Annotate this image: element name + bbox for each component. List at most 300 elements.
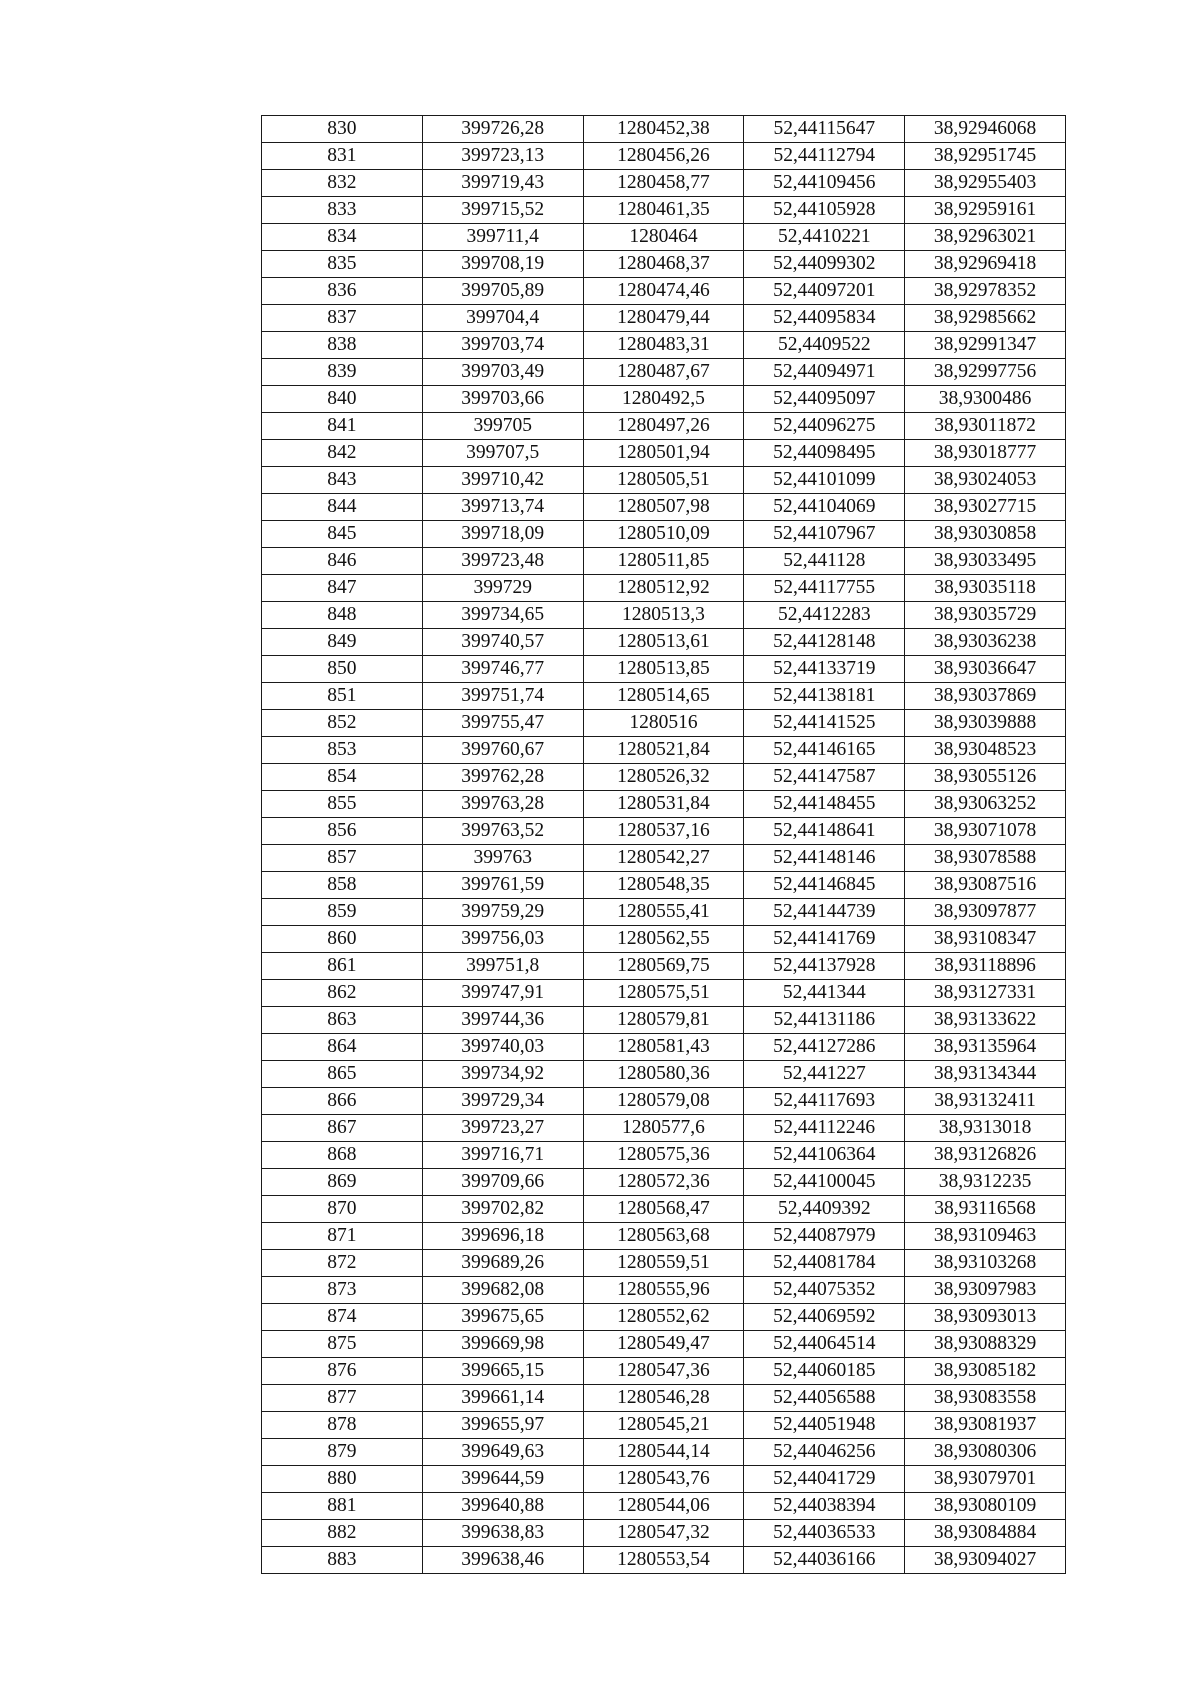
point-number-cell: 867 <box>262 1115 423 1142</box>
latitude-cell: 52,44144739 <box>744 899 905 926</box>
x-coordinate-cell: 399649,63 <box>422 1439 583 1466</box>
latitude-cell: 52,44099302 <box>744 251 905 278</box>
point-number-cell: 830 <box>262 116 423 143</box>
table-row <box>262 116 1066 143</box>
y-coordinate-cell: 1280514,65 <box>583 683 744 710</box>
y-coordinate-cell: 1280581,43 <box>583 1034 744 1061</box>
longitude-cell: 38,93097877 <box>905 899 1066 926</box>
table-row <box>262 1358 1066 1385</box>
longitude-cell: 38,92963021 <box>905 224 1066 251</box>
table-row <box>262 1331 1066 1358</box>
table-row <box>262 683 1066 710</box>
x-coordinate-cell: 399729,34 <box>422 1088 583 1115</box>
y-coordinate-cell: 1280501,94 <box>583 440 744 467</box>
table-row <box>262 170 1066 197</box>
latitude-cell: 52,44107967 <box>744 521 905 548</box>
table-row <box>262 575 1066 602</box>
x-coordinate-cell: 399759,29 <box>422 899 583 926</box>
table-row <box>262 197 1066 224</box>
y-coordinate-cell: 1280547,32 <box>583 1520 744 1547</box>
x-coordinate-cell: 399723,27 <box>422 1115 583 1142</box>
point-number-cell: 851 <box>262 683 423 710</box>
table-row <box>262 440 1066 467</box>
x-coordinate-cell: 399638,83 <box>422 1520 583 1547</box>
point-number-cell: 864 <box>262 1034 423 1061</box>
longitude-cell: 38,93093013 <box>905 1304 1066 1331</box>
y-coordinate-cell: 1280479,44 <box>583 305 744 332</box>
latitude-cell: 52,4409392 <box>744 1196 905 1223</box>
longitude-cell: 38,93103268 <box>905 1250 1066 1277</box>
longitude-cell: 38,92955403 <box>905 170 1066 197</box>
longitude-cell: 38,93063252 <box>905 791 1066 818</box>
point-number-cell: 835 <box>262 251 423 278</box>
y-coordinate-cell: 1280521,84 <box>583 737 744 764</box>
point-number-cell: 843 <box>262 467 423 494</box>
y-coordinate-cell: 1280513,3 <box>583 602 744 629</box>
latitude-cell: 52,44095834 <box>744 305 905 332</box>
y-coordinate-cell: 1280562,55 <box>583 926 744 953</box>
table-row <box>262 602 1066 629</box>
longitude-cell: 38,92969418 <box>905 251 1066 278</box>
table-row <box>262 1034 1066 1061</box>
x-coordinate-cell: 399702,82 <box>422 1196 583 1223</box>
point-number-cell: 868 <box>262 1142 423 1169</box>
x-coordinate-cell: 399655,97 <box>422 1412 583 1439</box>
x-coordinate-cell: 399740,57 <box>422 629 583 656</box>
point-number-cell: 849 <box>262 629 423 656</box>
x-coordinate-cell: 399703,74 <box>422 332 583 359</box>
longitude-cell: 38,93035729 <box>905 602 1066 629</box>
y-coordinate-cell: 1280579,81 <box>583 1007 744 1034</box>
point-number-cell: 833 <box>262 197 423 224</box>
longitude-cell: 38,93039888 <box>905 710 1066 737</box>
point-number-cell: 866 <box>262 1088 423 1115</box>
table-row <box>262 1520 1066 1547</box>
point-number-cell: 863 <box>262 1007 423 1034</box>
x-coordinate-cell: 399713,74 <box>422 494 583 521</box>
x-coordinate-cell: 399707,5 <box>422 440 583 467</box>
y-coordinate-cell: 1280452,38 <box>583 116 744 143</box>
x-coordinate-cell: 399723,48 <box>422 548 583 575</box>
y-coordinate-cell: 1280512,92 <box>583 575 744 602</box>
table-row <box>262 1547 1066 1574</box>
longitude-cell: 38,93134344 <box>905 1061 1066 1088</box>
x-coordinate-cell: 399705,89 <box>422 278 583 305</box>
table-row <box>262 413 1066 440</box>
y-coordinate-cell: 1280516 <box>583 710 744 737</box>
x-coordinate-cell: 399746,77 <box>422 656 583 683</box>
table-row <box>262 656 1066 683</box>
longitude-cell: 38,93083558 <box>905 1385 1066 1412</box>
x-coordinate-cell: 399710,42 <box>422 467 583 494</box>
x-coordinate-cell: 399640,88 <box>422 1493 583 1520</box>
y-coordinate-cell: 1280544,14 <box>583 1439 744 1466</box>
x-coordinate-cell: 399763 <box>422 845 583 872</box>
x-coordinate-cell: 399760,67 <box>422 737 583 764</box>
y-coordinate-cell: 1280547,36 <box>583 1358 744 1385</box>
y-coordinate-cell: 1280546,28 <box>583 1385 744 1412</box>
y-coordinate-cell: 1280531,84 <box>583 791 744 818</box>
point-number-cell: 857 <box>262 845 423 872</box>
table-row <box>262 143 1066 170</box>
longitude-cell: 38,93027715 <box>905 494 1066 521</box>
point-number-cell: 870 <box>262 1196 423 1223</box>
latitude-cell: 52,44097201 <box>744 278 905 305</box>
x-coordinate-cell: 399734,65 <box>422 602 583 629</box>
point-number-cell: 848 <box>262 602 423 629</box>
point-number-cell: 836 <box>262 278 423 305</box>
x-coordinate-cell: 399719,43 <box>422 170 583 197</box>
table-row <box>262 1304 1066 1331</box>
y-coordinate-cell: 1280456,26 <box>583 143 744 170</box>
longitude-cell: 38,93087516 <box>905 872 1066 899</box>
point-number-cell: 876 <box>262 1358 423 1385</box>
latitude-cell: 52,44127286 <box>744 1034 905 1061</box>
latitude-cell: 52,44148146 <box>744 845 905 872</box>
point-number-cell: 841 <box>262 413 423 440</box>
latitude-cell: 52,44112794 <box>744 143 905 170</box>
table-row <box>262 1277 1066 1304</box>
table-row <box>262 251 1066 278</box>
latitude-cell: 52,44133719 <box>744 656 905 683</box>
latitude-cell: 52,44041729 <box>744 1466 905 1493</box>
point-number-cell: 879 <box>262 1439 423 1466</box>
table-row <box>262 1439 1066 1466</box>
longitude-cell: 38,93132411 <box>905 1088 1066 1115</box>
latitude-cell: 52,44104069 <box>744 494 905 521</box>
longitude-cell: 38,92959161 <box>905 197 1066 224</box>
point-number-cell: 881 <box>262 1493 423 1520</box>
latitude-cell: 52,44146165 <box>744 737 905 764</box>
x-coordinate-cell: 399703,49 <box>422 359 583 386</box>
y-coordinate-cell: 1280579,08 <box>583 1088 744 1115</box>
point-number-cell: 859 <box>262 899 423 926</box>
latitude-cell: 52,44131186 <box>744 1007 905 1034</box>
y-coordinate-cell: 1280555,96 <box>583 1277 744 1304</box>
x-coordinate-cell: 399763,52 <box>422 818 583 845</box>
table-row <box>262 1196 1066 1223</box>
table-row <box>262 386 1066 413</box>
point-number-cell: 855 <box>262 791 423 818</box>
latitude-cell: 52,44141769 <box>744 926 905 953</box>
latitude-cell: 52,44109456 <box>744 170 905 197</box>
table-row <box>262 818 1066 845</box>
y-coordinate-cell: 1280549,47 <box>583 1331 744 1358</box>
y-coordinate-cell: 1280569,75 <box>583 953 744 980</box>
latitude-cell: 52,44056588 <box>744 1385 905 1412</box>
longitude-cell: 38,93018777 <box>905 440 1066 467</box>
x-coordinate-cell: 399661,14 <box>422 1385 583 1412</box>
y-coordinate-cell: 1280572,36 <box>583 1169 744 1196</box>
point-number-cell: 873 <box>262 1277 423 1304</box>
latitude-cell: 52,441227 <box>744 1061 905 1088</box>
table-row <box>262 548 1066 575</box>
x-coordinate-cell: 399751,74 <box>422 683 583 710</box>
y-coordinate-cell: 1280563,68 <box>583 1223 744 1250</box>
longitude-cell: 38,93055126 <box>905 764 1066 791</box>
x-coordinate-cell: 399747,91 <box>422 980 583 1007</box>
x-coordinate-cell: 399708,19 <box>422 251 583 278</box>
y-coordinate-cell: 1280580,36 <box>583 1061 744 1088</box>
latitude-cell: 52,44101099 <box>744 467 905 494</box>
latitude-cell: 52,44036166 <box>744 1547 905 1574</box>
longitude-cell: 38,93084884 <box>905 1520 1066 1547</box>
x-coordinate-cell: 399756,03 <box>422 926 583 953</box>
x-coordinate-cell: 399703,66 <box>422 386 583 413</box>
longitude-cell: 38,92946068 <box>905 116 1066 143</box>
point-number-cell: 861 <box>262 953 423 980</box>
table-row <box>262 521 1066 548</box>
longitude-cell: 38,93079701 <box>905 1466 1066 1493</box>
table-row <box>262 1412 1066 1439</box>
table-row <box>262 899 1066 926</box>
longitude-cell: 38,93109463 <box>905 1223 1066 1250</box>
x-coordinate-cell: 399644,59 <box>422 1466 583 1493</box>
table-row <box>262 1142 1066 1169</box>
point-number-cell: 838 <box>262 332 423 359</box>
latitude-cell: 52,44087979 <box>744 1223 905 1250</box>
longitude-cell: 38,93036647 <box>905 656 1066 683</box>
table-row <box>262 1088 1066 1115</box>
y-coordinate-cell: 1280492,5 <box>583 386 744 413</box>
table-row <box>262 629 1066 656</box>
longitude-cell: 38,93071078 <box>905 818 1066 845</box>
y-coordinate-cell: 1280461,35 <box>583 197 744 224</box>
coordinates-table <box>261 115 1066 1574</box>
x-coordinate-cell: 399675,65 <box>422 1304 583 1331</box>
table-row <box>262 1169 1066 1196</box>
point-number-cell: 877 <box>262 1385 423 1412</box>
latitude-cell: 52,44069592 <box>744 1304 905 1331</box>
x-coordinate-cell: 399689,26 <box>422 1250 583 1277</box>
point-number-cell: 839 <box>262 359 423 386</box>
longitude-cell: 38,93024053 <box>905 467 1066 494</box>
latitude-cell: 52,44146845 <box>744 872 905 899</box>
latitude-cell: 52,44137928 <box>744 953 905 980</box>
point-number-cell: 883 <box>262 1547 423 1574</box>
point-number-cell: 840 <box>262 386 423 413</box>
point-number-cell: 882 <box>262 1520 423 1547</box>
point-number-cell: 872 <box>262 1250 423 1277</box>
table-row <box>262 926 1066 953</box>
table-row <box>262 224 1066 251</box>
x-coordinate-cell: 399755,47 <box>422 710 583 737</box>
y-coordinate-cell: 1280464 <box>583 224 744 251</box>
table-row <box>262 980 1066 1007</box>
y-coordinate-cell: 1280526,32 <box>583 764 744 791</box>
latitude-cell: 52,44098495 <box>744 440 905 467</box>
longitude-cell: 38,92985662 <box>905 305 1066 332</box>
point-number-cell: 874 <box>262 1304 423 1331</box>
table-row <box>262 278 1066 305</box>
longitude-cell: 38,93133622 <box>905 1007 1066 1034</box>
y-coordinate-cell: 1280575,36 <box>583 1142 744 1169</box>
point-number-cell: 847 <box>262 575 423 602</box>
y-coordinate-cell: 1280555,41 <box>583 899 744 926</box>
latitude-cell: 52,44128148 <box>744 629 905 656</box>
longitude-cell: 38,93035118 <box>905 575 1066 602</box>
latitude-cell: 52,44094971 <box>744 359 905 386</box>
longitude-cell: 38,93030858 <box>905 521 1066 548</box>
x-coordinate-cell: 399696,18 <box>422 1223 583 1250</box>
longitude-cell: 38,92951745 <box>905 143 1066 170</box>
longitude-cell: 38,9312235 <box>905 1169 1066 1196</box>
x-coordinate-cell: 399751,8 <box>422 953 583 980</box>
longitude-cell: 38,9300486 <box>905 386 1066 413</box>
y-coordinate-cell: 1280505,51 <box>583 467 744 494</box>
longitude-cell: 38,93011872 <box>905 413 1066 440</box>
table-row <box>262 1007 1066 1034</box>
latitude-cell: 52,44115647 <box>744 116 905 143</box>
table-row <box>262 332 1066 359</box>
longitude-cell: 38,93081937 <box>905 1412 1066 1439</box>
latitude-cell: 52,44075352 <box>744 1277 905 1304</box>
x-coordinate-cell: 399715,52 <box>422 197 583 224</box>
point-number-cell: 842 <box>262 440 423 467</box>
latitude-cell: 52,44064514 <box>744 1331 905 1358</box>
y-coordinate-cell: 1280553,54 <box>583 1547 744 1574</box>
latitude-cell: 52,44051948 <box>744 1412 905 1439</box>
x-coordinate-cell: 399761,59 <box>422 872 583 899</box>
y-coordinate-cell: 1280543,76 <box>583 1466 744 1493</box>
table-row <box>262 791 1066 818</box>
longitude-cell: 38,93078588 <box>905 845 1066 872</box>
point-number-cell: 858 <box>262 872 423 899</box>
longitude-cell: 38,93116568 <box>905 1196 1066 1223</box>
point-number-cell: 834 <box>262 224 423 251</box>
y-coordinate-cell: 1280559,51 <box>583 1250 744 1277</box>
longitude-cell: 38,93127331 <box>905 980 1066 1007</box>
longitude-cell: 38,92978352 <box>905 278 1066 305</box>
y-coordinate-cell: 1280575,51 <box>583 980 744 1007</box>
table-row <box>262 1493 1066 1520</box>
latitude-cell: 52,44147587 <box>744 764 905 791</box>
x-coordinate-cell: 399711,4 <box>422 224 583 251</box>
latitude-cell: 52,44060185 <box>744 1358 905 1385</box>
table-row <box>262 872 1066 899</box>
point-number-cell: 856 <box>262 818 423 845</box>
x-coordinate-cell: 399669,98 <box>422 1331 583 1358</box>
longitude-cell: 38,93033495 <box>905 548 1066 575</box>
longitude-cell: 38,92997756 <box>905 359 1066 386</box>
table-row <box>262 737 1066 764</box>
y-coordinate-cell: 1280510,09 <box>583 521 744 548</box>
point-number-cell: 862 <box>262 980 423 1007</box>
latitude-cell: 52,44112246 <box>744 1115 905 1142</box>
longitude-cell: 38,93097983 <box>905 1277 1066 1304</box>
table-row <box>262 359 1066 386</box>
coordinates-table-body <box>262 116 1066 1574</box>
longitude-cell: 38,9313018 <box>905 1115 1066 1142</box>
y-coordinate-cell: 1280552,62 <box>583 1304 744 1331</box>
x-coordinate-cell: 399682,08 <box>422 1277 583 1304</box>
longitude-cell: 38,93037869 <box>905 683 1066 710</box>
longitude-cell: 38,93080109 <box>905 1493 1066 1520</box>
latitude-cell: 52,44100045 <box>744 1169 905 1196</box>
point-number-cell: 852 <box>262 710 423 737</box>
x-coordinate-cell: 399704,4 <box>422 305 583 332</box>
table-row <box>262 1466 1066 1493</box>
longitude-cell: 38,93126826 <box>905 1142 1066 1169</box>
x-coordinate-cell: 399734,92 <box>422 1061 583 1088</box>
latitude-cell: 52,44096275 <box>744 413 905 440</box>
latitude-cell: 52,44148641 <box>744 818 905 845</box>
point-number-cell: 871 <box>262 1223 423 1250</box>
point-number-cell: 878 <box>262 1412 423 1439</box>
y-coordinate-cell: 1280544,06 <box>583 1493 744 1520</box>
point-number-cell: 865 <box>262 1061 423 1088</box>
x-coordinate-cell: 399665,15 <box>422 1358 583 1385</box>
x-coordinate-cell: 399763,28 <box>422 791 583 818</box>
latitude-cell: 52,44081784 <box>744 1250 905 1277</box>
point-number-cell: 880 <box>262 1466 423 1493</box>
point-number-cell: 845 <box>262 521 423 548</box>
table-row <box>262 467 1066 494</box>
point-number-cell: 837 <box>262 305 423 332</box>
longitude-cell: 38,93080306 <box>905 1439 1066 1466</box>
longitude-cell: 38,93108347 <box>905 926 1066 953</box>
x-coordinate-cell: 399740,03 <box>422 1034 583 1061</box>
longitude-cell: 38,93118896 <box>905 953 1066 980</box>
y-coordinate-cell: 1280537,16 <box>583 818 744 845</box>
x-coordinate-cell: 399716,71 <box>422 1142 583 1169</box>
y-coordinate-cell: 1280542,27 <box>583 845 744 872</box>
latitude-cell: 52,44046256 <box>744 1439 905 1466</box>
table-row <box>262 845 1066 872</box>
point-number-cell: 853 <box>262 737 423 764</box>
latitude-cell: 52,44036533 <box>744 1520 905 1547</box>
point-number-cell: 860 <box>262 926 423 953</box>
latitude-cell: 52,4410221 <box>744 224 905 251</box>
x-coordinate-cell: 399705 <box>422 413 583 440</box>
table-row <box>262 764 1066 791</box>
point-number-cell: 850 <box>262 656 423 683</box>
x-coordinate-cell: 399723,13 <box>422 143 583 170</box>
longitude-cell: 38,93135964 <box>905 1034 1066 1061</box>
longitude-cell: 38,93094027 <box>905 1547 1066 1574</box>
point-number-cell: 846 <box>262 548 423 575</box>
y-coordinate-cell: 1280513,61 <box>583 629 744 656</box>
table-row <box>262 1061 1066 1088</box>
longitude-cell: 38,93048523 <box>905 737 1066 764</box>
table-row <box>262 953 1066 980</box>
latitude-cell: 52,4409522 <box>744 332 905 359</box>
table-row <box>262 494 1066 521</box>
latitude-cell: 52,44138181 <box>744 683 905 710</box>
longitude-cell: 38,93088329 <box>905 1331 1066 1358</box>
table-row <box>262 1385 1066 1412</box>
x-coordinate-cell: 399638,46 <box>422 1547 583 1574</box>
latitude-cell: 52,441128 <box>744 548 905 575</box>
table-row <box>262 1115 1066 1142</box>
longitude-cell: 38,92991347 <box>905 332 1066 359</box>
table-row <box>262 305 1066 332</box>
table-row <box>262 1223 1066 1250</box>
x-coordinate-cell: 399718,09 <box>422 521 583 548</box>
y-coordinate-cell: 1280568,47 <box>583 1196 744 1223</box>
x-coordinate-cell: 399762,28 <box>422 764 583 791</box>
latitude-cell: 52,44038394 <box>744 1493 905 1520</box>
y-coordinate-cell: 1280497,26 <box>583 413 744 440</box>
x-coordinate-cell: 399726,28 <box>422 116 583 143</box>
x-coordinate-cell: 399709,66 <box>422 1169 583 1196</box>
table-row <box>262 1250 1066 1277</box>
y-coordinate-cell: 1280507,98 <box>583 494 744 521</box>
point-number-cell: 844 <box>262 494 423 521</box>
x-coordinate-cell: 399744,36 <box>422 1007 583 1034</box>
point-number-cell: 854 <box>262 764 423 791</box>
longitude-cell: 38,93085182 <box>905 1358 1066 1385</box>
